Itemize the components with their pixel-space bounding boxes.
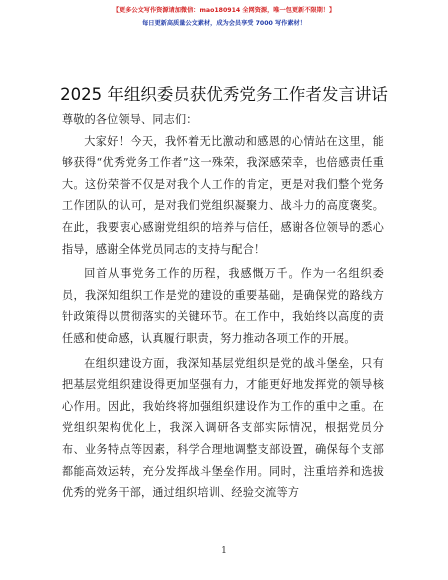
paragraph: 回首从事党务工作的历程，我感慨万千。作为一名组织委员，我深知组织工作是党的建设的重要基础，是确保党的路线方针政策得以贯彻落实的关键环节。在工作中，我始终以高度的责任感和使命感，认真履行职责，努力推动各项工作的开展。 bbox=[62, 267, 384, 345]
promo-line-2: 每日更新高质量公文素材，成为会员享受 7000 写作素材！ bbox=[142, 20, 306, 27]
page-number: 1 bbox=[221, 546, 227, 556]
paragraph: 大家好！今天，我怀着无比激动和感恩的心情站在这里，能够获得“优秀党务工作者”这一殊荣，我深感荣幸，也倍感责任重大。这份荣誉不仅是对我个人工作的肯定，更是对我们整个党务工作团队的认可，是对我们党组织凝聚力、战斗力的高度褒奖。在此，我要衷心感谢党组织的培养与信任，感谢各位领导的悉心指导，感谢全体党员同志的支持与配合！ bbox=[62, 134, 384, 256]
promo-line-1: 【更多公文写作资源请加微信：mao180914 全网资源，唯一包更新不限期！】 bbox=[112, 7, 336, 14]
greeting: 尊敬的各位领导、同志们： bbox=[62, 113, 198, 126]
document-body bbox=[62, 109, 384, 507]
promo-banner bbox=[0, 4, 448, 30]
paragraph: 在组织建设方面，我深知基层党组织是党的战斗堡垒，只有把基层党组织建设得更加坚强有力，才能更好地发挥党的领导核心作用。因此，我始终将加强组织建设作为工作的重中之重。在党组织架构优化上，我深入调研各支部实际情况，根据党员分布、业务特点等因素，科学合理地调整支部设置，确保每个支部都能高效运转，充分发挥战斗堡垒作用。同时，注重培养和选拔优秀的党务干部，通过组织培训、经验交流等方 bbox=[62, 356, 384, 500]
document-title: 2025 年组织委员获优秀党务工作者发言讲话 bbox=[60, 85, 388, 104]
